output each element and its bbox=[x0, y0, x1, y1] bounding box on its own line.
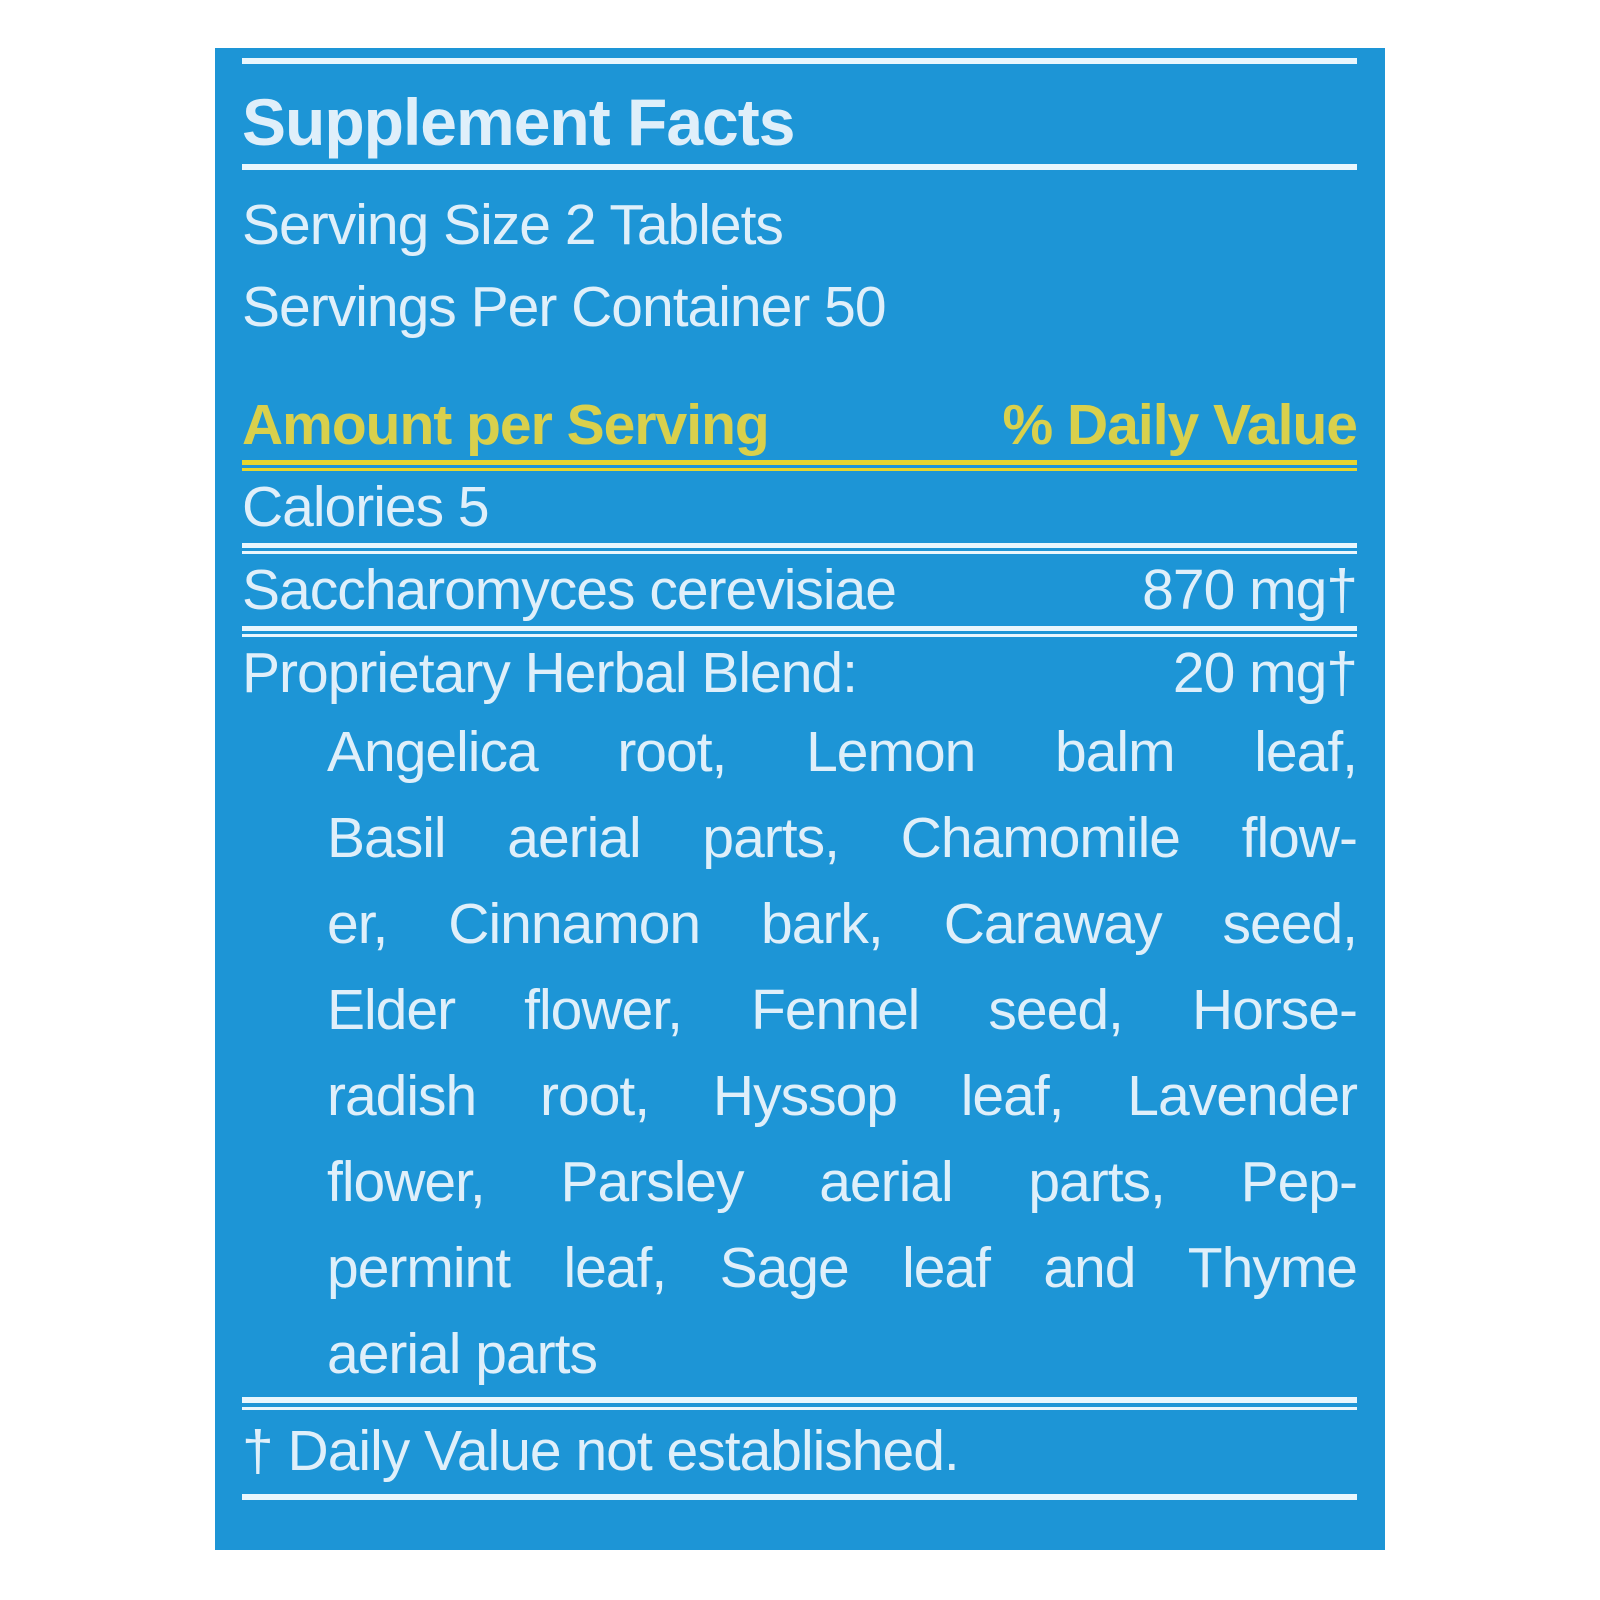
ingredients-line-3: er, Cinnamon bark, Caraway seed, bbox=[327, 892, 1357, 956]
herbal-blend-label: Proprietary Herbal Blend: bbox=[242, 641, 857, 705]
calories-row bbox=[242, 471, 1357, 543]
ingredients-line-5: radish root, Hyssop leaf, Lavender bbox=[327, 1064, 1357, 1128]
ingredients-line-8: aerial parts bbox=[327, 1322, 597, 1386]
footnote-top-divider bbox=[242, 1397, 1357, 1410]
percent-daily-value-header: % Daily Value bbox=[1002, 393, 1357, 457]
saccharomyces-amount: 870 mg† bbox=[1142, 558, 1357, 622]
ingredients-line-7: permint leaf, Sage leaf and Thyme bbox=[327, 1236, 1357, 1300]
amount-per-serving-header: Amount per Serving bbox=[242, 393, 769, 457]
title-divider bbox=[242, 164, 1357, 170]
saccharomyces-divider bbox=[242, 626, 1357, 637]
panel-bottom-rule bbox=[242, 1494, 1357, 1500]
ingredients-line-1: Angelica root, Lemon balm leaf, bbox=[327, 720, 1357, 784]
ingredients-line-2: Basil aerial parts, Chamomile flow- bbox=[327, 806, 1357, 870]
ingredients-line-4: Elder flower, Fennel seed, Horse- bbox=[327, 978, 1357, 1042]
supplement-facts-panel bbox=[215, 48, 1385, 1550]
column-header-row bbox=[242, 390, 1357, 460]
herbal-blend-row bbox=[242, 637, 1357, 709]
saccharomyces-row bbox=[242, 554, 1357, 626]
servings-per-container: Servings Per Container 50 bbox=[242, 275, 886, 339]
herbal-blend-amount: 20 mg† bbox=[1172, 641, 1357, 705]
saccharomyces-label: Saccharomyces cerevisiae bbox=[242, 558, 896, 622]
footnote-daily-value: † Daily Value not established. bbox=[242, 1419, 959, 1483]
supplement-facts-title: Supplement Facts bbox=[242, 85, 795, 159]
calories-label: Calories 5 bbox=[242, 475, 489, 539]
panel-top-rule bbox=[242, 58, 1357, 64]
herbal-blend-ingredients bbox=[327, 709, 1357, 1397]
ingredients-line-6: flower, Parsley aerial parts, Pep- bbox=[327, 1150, 1357, 1214]
calories-divider bbox=[242, 543, 1357, 554]
yellow-divider bbox=[242, 460, 1357, 471]
serving-size: Serving Size 2 Tablets bbox=[242, 193, 783, 257]
serving-info bbox=[242, 184, 1357, 348]
